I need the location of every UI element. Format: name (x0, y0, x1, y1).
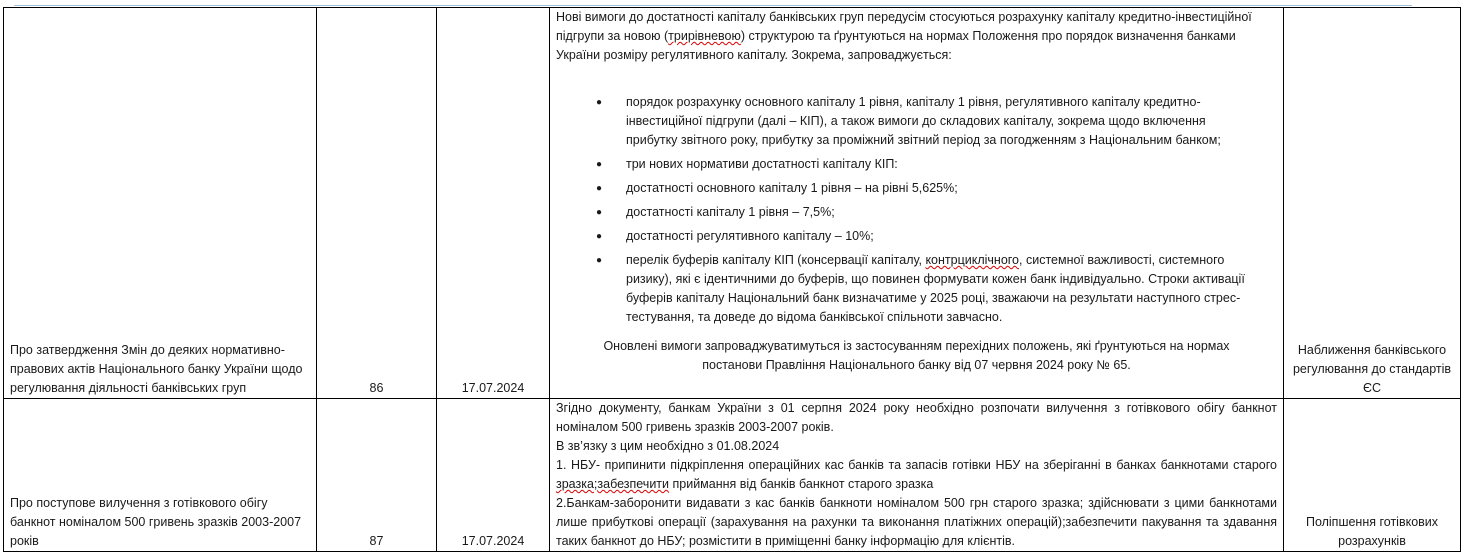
description-paragraph: В зв’язку з цим необхідно з 01.08.2024 (556, 439, 780, 453)
regulation-date: 17.07.2024 (437, 399, 550, 552)
paragraph-text: приймання від банків банкнот старого зразка (669, 477, 934, 491)
bullet-text: перелік буферів капіталу КІП (консервації капіталу, (626, 253, 926, 267)
list-item: ● три нових нормативи достатності капіталу КІП: (556, 155, 1277, 174)
spellcheck-word: трирівневою (668, 29, 741, 43)
description-paragraph: Згідно документу, банкам України з 01 серпня 2024 року необхідно розпочати вилучення з готівкового обігу банкнот номіналом 500 гривень зразків 2003-2007 років. (556, 401, 1277, 434)
bullet-text: , системної важливості, системного ризику), які є ідентичними до буферів, що повинен формувати кожен банк індивідуально. Строки активації буферів капіталу Національний банк визначатиме у 2025 році, зважаючи на результати наступного стрес-тестування, та доведе до відома банківської спільноти завчасно. (626, 253, 1245, 324)
description-paragraph: 2.Банкам-заборонити видавати з кас банків банкноти номіналом 500 грн старого зразка; здійснювати з цими банкнотами лише прибуткові операції (зарахування на рахунки та виконання платіжних операцій);забезпечити пакування та здавання таких банкнот до НБУ; розмістити в приміщенні банку інформацію для клієнтів. (556, 496, 1277, 548)
intro-text: Нові вимоги до достатності капіталу банківських груп передусім стосуються розрахунку капіталу кредитно-інвестиційної підгрупи за новою ( (556, 10, 1252, 43)
list-item: ● достатності регулятивного капіталу – 10%; (556, 227, 1277, 246)
spellcheck-word: зразка;забезпечити (556, 477, 670, 491)
regulation-description (550, 399, 1284, 552)
spellcheck-word: контрциклічного (925, 253, 1020, 267)
regulation-number: 87 (317, 399, 437, 552)
requirements-list (556, 93, 1277, 327)
regulation-date: 17.07.2024 (437, 8, 550, 399)
list-item (556, 251, 1277, 327)
regulations-table (3, 7, 1461, 552)
description-intro (556, 8, 1277, 65)
regulation-goal: Поліпшення готівкових розрахунків (1284, 399, 1461, 552)
intro-text: ) структурою та ґрунтуються на нормах Положення про порядок визначення банками України розміру регулятивного капіталу. Зокрема, запроваджується: (556, 29, 1236, 62)
list-item: ● порядок розрахунку основного капіталу 1 рівня, капіталу 1 рівня, регулятивного капіталу кредитно-інвестиційної підгрупи (далі – КІП), а також вимоги до складових капіталу, зокрема щодо включення прибутку звітного року, прибутку за проміжний звітний період за погодженням з Національним банком; (556, 93, 1277, 150)
regulation-goal: Наближення банківського регулювання до стандартів ЄС (1284, 8, 1461, 399)
regulation-title: Про затвердження Змін до деяких нормативно-правових актів Національного банку України щодо регулювання діяльності банківських груп (4, 8, 317, 399)
paragraph-text: 1. НБУ- припинити підкріплення операційних кас банків та запасів готівки НБУ на зберіганні в банках банкнотами старого (556, 458, 1277, 472)
description-closing: Оновлені вимоги запроваджуватимуться із застосуванням перехідних положень, які ґрунтуються на нормах постанови Правління Національного банку від 07 червня 2024 року № 65. (603, 339, 1230, 372)
regulation-number: 86 (317, 8, 437, 399)
table-row (4, 399, 1461, 552)
list-item: ● достатності капіталу 1 рівня – 7,5%; (556, 203, 1277, 222)
regulation-description (550, 8, 1284, 399)
regulation-title: Про поступове вилучення з готівкового обігу банкнот номіналом 500 гривень зразків 2003-2007 років (4, 399, 317, 552)
list-item: ● достатності основного капіталу 1 рівня – на рівні 5,625%; (556, 179, 1277, 198)
description-paragraph (556, 456, 1277, 494)
table-row (4, 8, 1461, 399)
page-top-rule (14, 5, 1412, 6)
